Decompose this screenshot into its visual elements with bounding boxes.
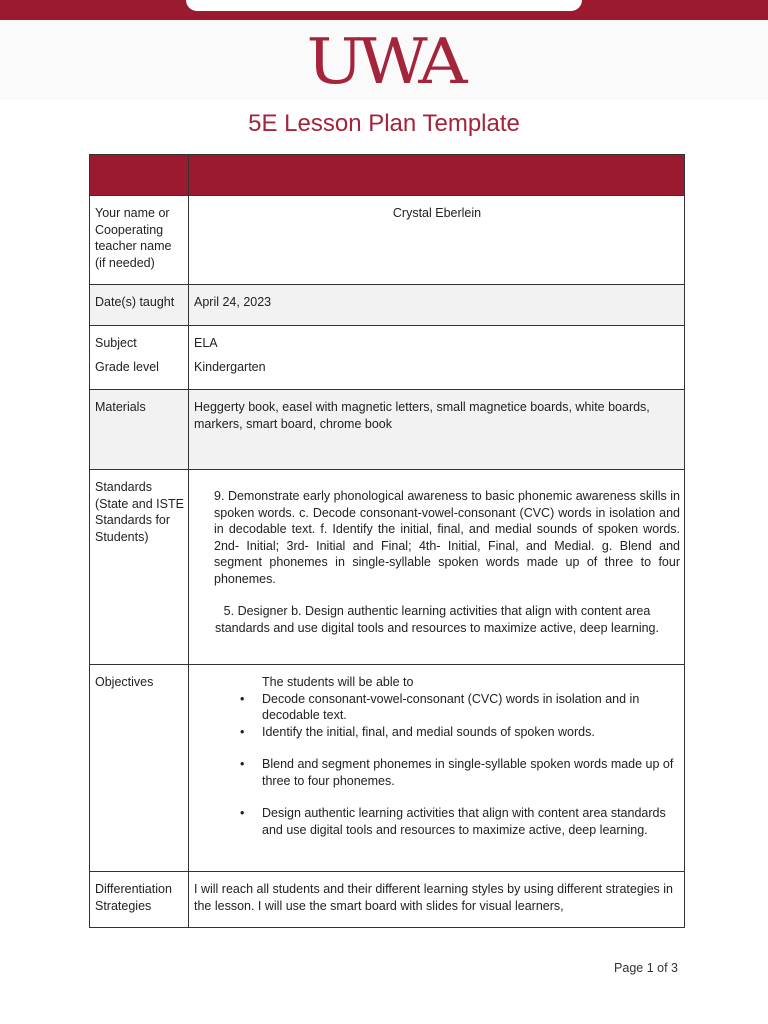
row-value-grade: Kindergarten [194, 359, 266, 374]
row-value-subject: ELA [194, 336, 218, 350]
row-value-materials: Heggerty book, easel with magnetic letters, small magnetice boards, white boards, markers, smart board, chrome book [189, 390, 685, 470]
table-row-name [90, 196, 685, 285]
table-row-differentiation [90, 872, 685, 928]
top-banner-notch [186, 0, 582, 11]
row-label-differentiation: Differentiation Strategies [90, 872, 189, 928]
list-item: • Design authentic learning activities that align with content area standards and use digital tools and resources to maximize active, deep learning. [262, 805, 680, 838]
row-label-materials: Materials [90, 390, 189, 470]
row-value-date: April 24, 2023 [189, 285, 685, 326]
row-value-name: Crystal Eberlein [189, 196, 685, 285]
list-item: • Blend and segment phonemes in single-syllable spoken words made up of three to four phonemes. [262, 756, 680, 789]
table-row-date [90, 285, 685, 326]
row-label-objectives: Objectives [90, 665, 189, 872]
objectives-intro: The students will be able to [262, 675, 414, 689]
uwa-logo: UWA [306, 26, 462, 99]
row-value-differentiation: I will reach all students and their different learning styles by using different strategies in the lesson. I will use the smart board with slides for visual learners, [189, 872, 685, 928]
header-cell-right [189, 155, 685, 196]
row-label-grade: Grade level [95, 359, 159, 374]
row-values-subject-grade [189, 326, 685, 390]
row-labels-subject-grade [90, 326, 189, 390]
row-label-subject: Subject [95, 336, 137, 350]
row-values-objectives [189, 665, 685, 872]
table-row-materials [90, 390, 685, 470]
standards-iste: 5. Designer b. Design authentic learning activities that align with content area standards and use digital tools and resources to maximize active, deep learning. [214, 604, 659, 635]
row-values-standards [189, 470, 685, 665]
table-row-objectives [90, 665, 685, 872]
table-row-standards [90, 470, 685, 665]
objectives-list [194, 691, 680, 839]
table-header-row [90, 155, 685, 196]
table-row-subject-grade [90, 326, 685, 390]
header-cell-left [90, 155, 189, 196]
standards-state: 9. Demonstrate early phonological awareness to basic phonemic awareness skills in spoken words. c. Decode consonant-vowel-consonant (CVC) words in isolation and in decodable text. f. Identify the initial, final, and medial sounds of spoken words. 2nd- Initial; 3rd- Initial and Final; 4th- Initial, Final, and Medial. g. Blend and segment phonemes in single-syllable spoken words made up of three to four phonemes. [214, 489, 680, 586]
lesson-plan-table [89, 154, 685, 928]
list-item: • Identify the initial, final, and medial sounds of spoken words. [262, 724, 680, 741]
row-label-name: Your name or Cooperating teacher name (if needed) [90, 196, 189, 285]
list-item: • Decode consonant-vowel-consonant (CVC) words in isolation and in decodable text. [262, 691, 680, 724]
row-label-date: Date(s) taught [90, 285, 189, 326]
row-label-standards: Standards (State and ISTE Standards for Students) [90, 470, 189, 665]
page-title: 5E Lesson Plan Template [248, 110, 520, 137]
page-number: Page 1 of 3 [614, 961, 678, 975]
